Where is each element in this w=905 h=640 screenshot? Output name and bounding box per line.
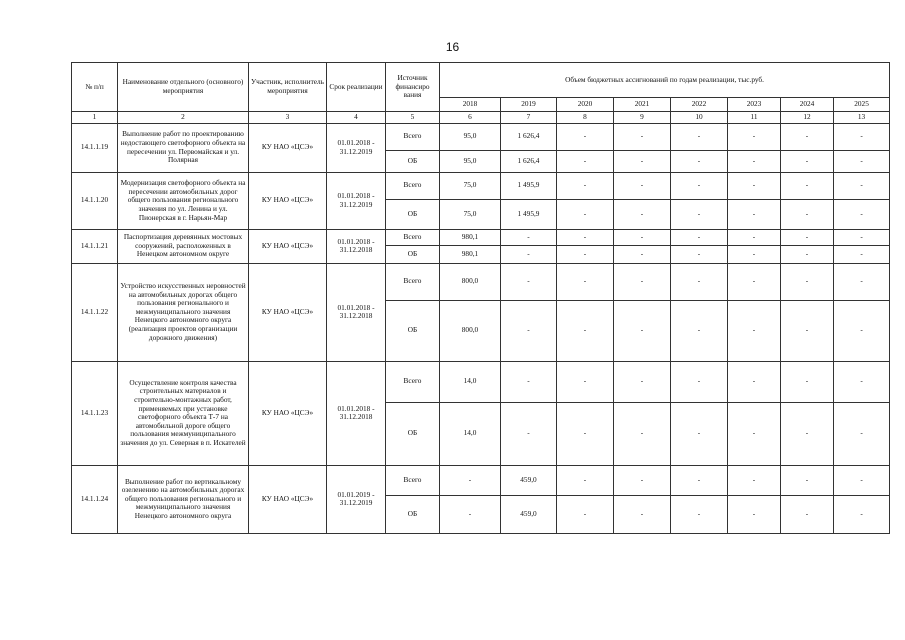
year-header: 2018	[440, 98, 501, 112]
budget-value: -	[557, 150, 614, 172]
implementation-term: 01.01.2018 - 31.12.2018	[327, 229, 386, 263]
year-header: 2025	[834, 98, 890, 112]
year-header: 2022	[671, 98, 728, 112]
implementation-term: 01.01.2018 - 31.12.2019	[327, 172, 386, 229]
funding-source: Всего	[386, 123, 440, 150]
budget-value: -	[557, 495, 614, 533]
funding-source: ОБ	[386, 150, 440, 172]
budget-value: -	[671, 300, 728, 361]
budget-value: 980,1	[440, 245, 501, 263]
budget-value: -	[671, 263, 728, 300]
participant: КУ НАО «ЦСЭ»	[249, 229, 327, 263]
budget-value: -	[671, 199, 728, 229]
budget-value: -	[834, 229, 890, 245]
column-index: 7	[501, 112, 557, 124]
budget-value: -	[614, 263, 671, 300]
budget-value: 95,0	[440, 150, 501, 172]
budget-value: 459,0	[501, 495, 557, 533]
budget-value: -	[557, 300, 614, 361]
page-number: 16	[445, 40, 460, 54]
budget-value: -	[501, 245, 557, 263]
budget-value: -	[614, 172, 671, 199]
budget-value: -	[440, 495, 501, 533]
budget-value: -	[834, 361, 890, 402]
year-header: 2019	[501, 98, 557, 112]
budget-value: 75,0	[440, 199, 501, 229]
budget-value: -	[781, 263, 834, 300]
budget-value: -	[834, 123, 890, 150]
table-row	[72, 465, 890, 495]
budget-value: -	[614, 402, 671, 465]
header-participant: Участник, исполнитель мероприятия	[249, 63, 327, 112]
funding-source: Всего	[386, 465, 440, 495]
budget-value: -	[728, 465, 781, 495]
table-row	[72, 263, 890, 300]
budget-value: -	[671, 402, 728, 465]
activity-name: Осуществление контроля качества строительных материалов и строительно-монтажных работ, применяемых при установке светофорного объекта Т-7 на автомобильной дороге общего пользования межмуниципального значения до ул. Северная в п. Искателей	[118, 361, 249, 465]
funding-source: Всего	[386, 361, 440, 402]
budget-value: -	[728, 245, 781, 263]
budget-value: -	[781, 245, 834, 263]
budget-value: -	[728, 495, 781, 533]
column-index: 13	[834, 112, 890, 124]
budget-value: 75,0	[440, 172, 501, 199]
budget-value: -	[834, 300, 890, 361]
budget-value: -	[728, 402, 781, 465]
budget-value: -	[728, 172, 781, 199]
column-index: 9	[614, 112, 671, 124]
budget-value: 1 495,9	[501, 172, 557, 199]
budget-value: -	[781, 465, 834, 495]
budget-value: -	[614, 245, 671, 263]
budget-value: -	[557, 123, 614, 150]
column-index: 4	[327, 112, 386, 124]
header-budget: Объем бюджетных ассигнований по годам реализации, тыс.руб.	[440, 63, 890, 98]
budget-value: -	[614, 199, 671, 229]
budget-value: -	[834, 150, 890, 172]
budget-value: -	[834, 495, 890, 533]
row-number: 14.1.1.24	[72, 465, 118, 533]
budget-value: -	[557, 465, 614, 495]
year-header: 2021	[614, 98, 671, 112]
funding-source: Всего	[386, 229, 440, 245]
budget-value: -	[671, 245, 728, 263]
year-header: 2024	[781, 98, 834, 112]
budget-value: -	[781, 495, 834, 533]
participant: КУ НАО «ЦСЭ»	[249, 263, 327, 361]
budget-value: -	[781, 361, 834, 402]
activity-name: Выполнение работ по проектированию недостающего светофорного объекта на пересечении ул. Первомайская и ул. Полярная	[118, 123, 249, 172]
header-term: Срок реализации	[327, 63, 386, 112]
budget-value: 800,0	[440, 300, 501, 361]
budget-value: -	[728, 229, 781, 245]
budget-value: -	[671, 229, 728, 245]
table-row	[72, 229, 890, 245]
column-index: 12	[781, 112, 834, 124]
budget-value: -	[781, 150, 834, 172]
budget-value: 1 626,4	[501, 123, 557, 150]
column-index: 8	[557, 112, 614, 124]
funding-source: Всего	[386, 172, 440, 199]
funding-source: ОБ	[386, 245, 440, 263]
budget-value: -	[557, 229, 614, 245]
activity-name: Модернизация светофорного объекта на пересечении автомобильных дорог общего пользования регионального значения по ул. Ленина и ул. Пионерская в г. Нарьян-Мар	[118, 172, 249, 229]
budget-value: -	[834, 263, 890, 300]
budget-value: -	[671, 123, 728, 150]
row-number: 14.1.1.20	[72, 172, 118, 229]
budget-value: -	[501, 263, 557, 300]
budget-value: -	[728, 361, 781, 402]
budget-value: -	[440, 465, 501, 495]
budget-value: -	[557, 172, 614, 199]
budget-value: -	[781, 229, 834, 245]
budget-value: 14,0	[440, 402, 501, 465]
funding-source: ОБ	[386, 199, 440, 229]
year-header: 2020	[557, 98, 614, 112]
implementation-term: 01.01.2018 - 31.12.2018	[327, 361, 386, 465]
budget-table	[71, 62, 890, 534]
budget-value: -	[557, 245, 614, 263]
funding-source: ОБ	[386, 402, 440, 465]
column-index: 10	[671, 112, 728, 124]
header-num: № п/п	[72, 63, 118, 112]
participant: КУ НАО «ЦСЭ»	[249, 172, 327, 229]
budget-value: -	[671, 361, 728, 402]
budget-value: -	[557, 361, 614, 402]
budget-value: 1 626,4	[501, 150, 557, 172]
budget-value: -	[671, 465, 728, 495]
budget-value: 95,0	[440, 123, 501, 150]
activity-name: Паспортизация деревянных мостовых сооружений, расположенных в Ненецком автономном округе	[118, 229, 249, 263]
funding-source: ОБ	[386, 495, 440, 533]
row-number: 14.1.1.19	[72, 123, 118, 172]
column-index: 6	[440, 112, 501, 124]
implementation-term: 01.01.2019 - 31.12.2019	[327, 465, 386, 533]
budget-value: 800,0	[440, 263, 501, 300]
budget-value: -	[501, 361, 557, 402]
participant: КУ НАО «ЦСЭ»	[249, 123, 327, 172]
funding-source: Всего	[386, 263, 440, 300]
budget-value: -	[728, 123, 781, 150]
column-index: 3	[249, 112, 327, 124]
budget-value: -	[501, 229, 557, 245]
implementation-term: 01.01.2018 - 31.12.2018	[327, 263, 386, 361]
header-name: Наименование отдельного (основного) мероприятия	[118, 63, 249, 112]
budget-value: -	[781, 123, 834, 150]
budget-value: -	[671, 495, 728, 533]
budget-value: 459,0	[501, 465, 557, 495]
activity-name: Устройство искусственных неровностей на автомобильных дорогах общего пользования регионального и межмуниципального значения Ненецкого автономного округа (реализация проектов организации дорожного движения)	[118, 263, 249, 361]
participant: КУ НАО «ЦСЭ»	[249, 465, 327, 533]
year-header: 2023	[728, 98, 781, 112]
budget-value: -	[614, 150, 671, 172]
budget-value: -	[614, 361, 671, 402]
row-number: 14.1.1.22	[72, 263, 118, 361]
budget-value: -	[614, 229, 671, 245]
budget-value: -	[671, 150, 728, 172]
implementation-term: 01.01.2018 - 31.12.2019	[327, 123, 386, 172]
budget-value: -	[614, 465, 671, 495]
row-number: 14.1.1.21	[72, 229, 118, 263]
budget-value: -	[728, 263, 781, 300]
table-row	[72, 361, 890, 402]
budget-value: -	[671, 172, 728, 199]
funding-source: ОБ	[386, 300, 440, 361]
header-source: Источник финансиро вания	[386, 63, 440, 112]
budget-value: 1 495,9	[501, 199, 557, 229]
budget-value: -	[501, 300, 557, 361]
budget-value: -	[728, 199, 781, 229]
table-row	[72, 123, 890, 150]
budget-value: -	[557, 402, 614, 465]
budget-value: -	[781, 402, 834, 465]
budget-value: 14,0	[440, 361, 501, 402]
budget-value: -	[781, 172, 834, 199]
activity-name: Выполнение работ по вертикальному озеленению на автомобильных дорогах общего пользования регионального и межмуниципального значения Ненецкого автономного округа	[118, 465, 249, 533]
column-index: 2	[118, 112, 249, 124]
table-row	[72, 172, 890, 199]
budget-value: -	[834, 172, 890, 199]
budget-value: -	[834, 465, 890, 495]
participant: КУ НАО «ЦСЭ»	[249, 361, 327, 465]
budget-value: -	[781, 300, 834, 361]
column-index: 5	[386, 112, 440, 124]
budget-value: -	[834, 245, 890, 263]
budget-value: -	[728, 300, 781, 361]
row-number: 14.1.1.23	[72, 361, 118, 465]
budget-value: -	[614, 495, 671, 533]
budget-value: -	[501, 402, 557, 465]
budget-value: -	[781, 199, 834, 229]
budget-value: 980,1	[440, 229, 501, 245]
budget-value: -	[614, 300, 671, 361]
budget-value: -	[834, 199, 890, 229]
budget-value: -	[728, 150, 781, 172]
budget-value: -	[614, 123, 671, 150]
column-index: 1	[72, 112, 118, 124]
budget-value: -	[834, 402, 890, 465]
budget-value: -	[557, 263, 614, 300]
budget-value: -	[557, 199, 614, 229]
column-index: 11	[728, 112, 781, 124]
